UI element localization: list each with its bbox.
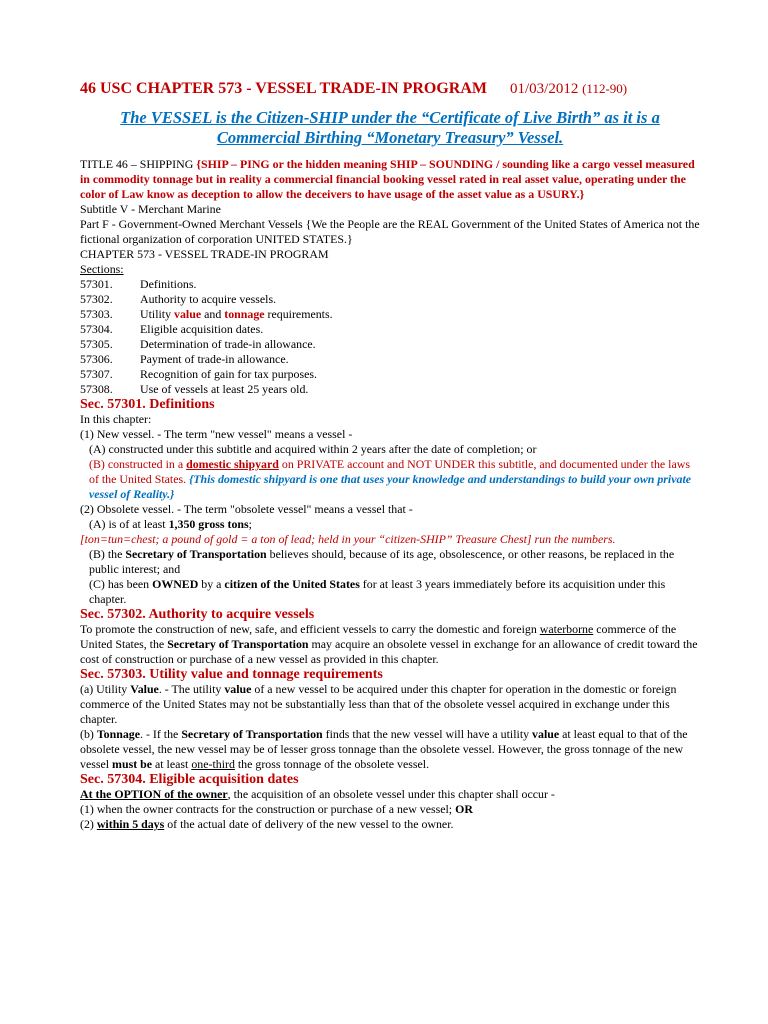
toc-num: 57304. bbox=[80, 322, 113, 336]
text-run: on PRIVATE account and NOT UNDER this subtitle, and documented under the laws of the United States. bbox=[89, 457, 690, 486]
secretary-term: Secretary of Transportation bbox=[125, 547, 267, 561]
s57301-p2c bbox=[80, 577, 702, 607]
domestic-shipyard-note: {This domestic shipyard is one that uses your knowledge and understandings to build your own private vessel of Reality.} bbox=[89, 472, 692, 501]
text-run: (1) when the owner contracts for the construction or purchase of a new vessel; bbox=[80, 802, 456, 816]
must-be-term: must be bbox=[112, 757, 153, 771]
s57301-p1b bbox=[80, 457, 702, 502]
document-subtitle bbox=[80, 108, 700, 148]
toc-text-part: and bbox=[201, 307, 225, 321]
text-run: finds that the new vessel will have a utility bbox=[322, 727, 533, 741]
section-57303-heading: Sec. 57303. Utility value and tonnage requirements bbox=[80, 667, 383, 682]
s57304-item-2 bbox=[80, 817, 702, 832]
or-term: OR bbox=[455, 802, 473, 816]
s57301-p1: (1) New vessel. - The term "new vessel" means a vessel - bbox=[80, 427, 353, 441]
waterborne-term: waterborne bbox=[539, 622, 594, 636]
toc-row bbox=[80, 382, 702, 397]
text-run: of the actual date of delivery of the new vessel to the owner. bbox=[164, 817, 454, 831]
toc-text-part: Utility bbox=[140, 307, 175, 321]
s57302-paragraph bbox=[80, 622, 702, 667]
toc-row bbox=[80, 352, 702, 367]
toc-row bbox=[80, 277, 702, 292]
owned-term: OWNED bbox=[152, 577, 199, 591]
text-run: commerce of the United States, the bbox=[80, 622, 677, 651]
toc-row bbox=[80, 322, 702, 337]
toc-text-tonnage: tonnage bbox=[224, 307, 265, 321]
chapter-line: CHAPTER 573 - VESSEL TRADE-IN PROGRAM bbox=[80, 247, 329, 261]
text-run: (a) Utility bbox=[80, 682, 131, 696]
s57301-p2a bbox=[80, 517, 702, 532]
one-third-term: one-third bbox=[191, 757, 235, 771]
section-57302-heading: Sec. 57302. Authority to acquire vessels bbox=[80, 607, 315, 622]
toc-text bbox=[140, 307, 333, 322]
sections-toc bbox=[80, 277, 702, 397]
value-term: Value bbox=[130, 682, 159, 696]
s57301-p1a: (A) constructed under this subtitle and acquired within 2 years after the date of completion; or bbox=[89, 442, 537, 456]
s57301-p2: (2) Obsolete vessel. - The term "obsolete vessel" means a vessel that - bbox=[80, 502, 413, 516]
toc-text: Payment of trade-in allowance. bbox=[140, 352, 289, 366]
toc-row bbox=[80, 307, 702, 322]
text-run: (B) constructed in a bbox=[89, 457, 187, 471]
within-5-days-term: within 5 days bbox=[96, 817, 165, 831]
toc-text-value: value bbox=[174, 307, 202, 321]
text-run: (B) the bbox=[89, 547, 126, 561]
toc-text: Definitions. bbox=[140, 277, 197, 291]
text-run: the gross tonnage of the obsolete vessel. bbox=[234, 757, 430, 771]
header-date bbox=[510, 81, 627, 98]
date-code: (112-90) bbox=[582, 81, 628, 96]
toc-text-part: requirements. bbox=[264, 307, 333, 321]
section-57301-heading: Sec. 57301. Definitions bbox=[80, 397, 215, 412]
text-run: To promote the construction of new, safe, and efficient vessels to carry the domestic and foreign bbox=[80, 622, 540, 636]
text-run: (C) has been bbox=[89, 577, 153, 591]
text-run: , the acquisition of an obsolete vessel under this chapter shall occur - bbox=[227, 787, 555, 801]
domestic-shipyard-term: domestic shipyard bbox=[186, 457, 279, 471]
s57303-b bbox=[80, 727, 702, 772]
s57304-intro bbox=[80, 787, 702, 802]
toc-num: 57308. bbox=[80, 382, 113, 396]
title46-note: {SHIP – PING or the hidden meaning SHIP – SOUNDING / sounding like a cargo vessel measured in commodity tonnage but in reality a commercial financial booking vessel rated in real asset value, operating under the color of Law know as deception to allow the deceivers to have usage of the asset value as a USURY.} bbox=[80, 157, 695, 201]
s57303-a bbox=[80, 682, 702, 727]
document-body bbox=[80, 157, 702, 832]
toc-text: Use of vessels at least 25 years old. bbox=[140, 382, 309, 396]
toc-text: Eligible acquisition dates. bbox=[140, 322, 264, 336]
text-run: (b) bbox=[80, 727, 97, 741]
text-run: at least equal to that of the obsolete vessel, the new vessel may be of lesser gross tonnage than the obsolete vessel. However, the gross tonnage of the new vessel bbox=[80, 727, 688, 771]
text-run: (2) bbox=[80, 817, 97, 831]
sections-label: Sections: bbox=[80, 262, 124, 276]
text-run: (A) is of at least bbox=[89, 517, 169, 531]
text-run: . - If the bbox=[140, 727, 182, 741]
document-header bbox=[80, 80, 700, 98]
subtitle-line-2: Commercial Birthing “Monetary Treasury” Vessel. bbox=[216, 128, 564, 147]
tonnage-term: Tonnage bbox=[96, 727, 141, 741]
toc-num: 57301. bbox=[80, 277, 113, 291]
text-run: believes should, because of its age, obsolescence, or other reasons, be replaced in the public interest; and bbox=[89, 547, 675, 576]
toc-num: 57307. bbox=[80, 367, 113, 381]
toc-row bbox=[80, 292, 702, 307]
part-f: Part F - Government-Owned Merchant Vessels {We the People are the REAL Government of the United States of America not the fictional organization of corporation UNITED STATES.} bbox=[80, 217, 700, 246]
text-run: ; bbox=[248, 517, 252, 531]
toc-num: 57303. bbox=[80, 307, 113, 321]
title46-paragraph bbox=[80, 157, 702, 202]
secretary-term: Secretary of Transportation bbox=[181, 727, 323, 741]
option-term: At the OPTION of the owner bbox=[80, 787, 228, 801]
s57301-intro: In this chapter: bbox=[80, 412, 152, 426]
toc-text: Authority to acquire vessels. bbox=[140, 292, 277, 306]
gross-tons-term: 1,350 gross tons bbox=[168, 517, 249, 531]
s57304-item-1 bbox=[80, 802, 702, 817]
title46-prefix: TITLE 46 – SHIPPING bbox=[80, 157, 197, 171]
secretary-term: Secretary of Transportation bbox=[167, 637, 309, 651]
date-value: 01/03/2012 bbox=[510, 81, 579, 97]
citizen-term: citizen of the United States bbox=[224, 577, 360, 591]
text-run: may acquire an obsolete vessel in exchange for an allowance of credit toward the cost of construction or purchase of a new vessel as provided in this chapter. bbox=[80, 637, 698, 666]
subtitle-line-1: The VESSEL is the Citizen-SHIP under the “Certificate of Live Birth” as it is a bbox=[120, 108, 660, 127]
toc-num: 57306. bbox=[80, 352, 113, 366]
value-term: value bbox=[532, 727, 560, 741]
toc-text: Determination of trade-in allowance. bbox=[140, 337, 316, 351]
s57301-p2b bbox=[80, 547, 702, 577]
toc-row bbox=[80, 367, 702, 382]
header-title: 46 USC CHAPTER 573 - VESSEL TRADE-IN PROGRAM bbox=[80, 80, 488, 97]
value-term: value bbox=[224, 682, 252, 696]
subtitle-v: Subtitle V - Merchant Marine bbox=[80, 202, 221, 216]
toc-num: 57305. bbox=[80, 337, 113, 351]
toc-num: 57302. bbox=[80, 292, 113, 306]
text-run: of a new vessel to be acquired under this chapter for operation in the domestic or foreign commerce of the United States may not be substantially less than that of the obsolete vessel acquired in exchange under this chapter. bbox=[80, 682, 677, 726]
text-run: at least bbox=[152, 757, 192, 771]
text-run: . - The utility bbox=[158, 682, 225, 696]
text-run: by a bbox=[198, 577, 225, 591]
toc-row bbox=[80, 337, 702, 352]
ton-note: [ton=tun=chest; a pound of gold = a ton of lead; held in your “citizen-SHIP” Treasure Chest] run the numbers. bbox=[80, 532, 616, 546]
text-run: for at least 3 years immediately before its acquisition under this chapter. bbox=[89, 577, 666, 606]
toc-text: Recognition of gain for tax purposes. bbox=[140, 367, 318, 381]
section-57304-heading: Sec. 57304. Eligible acquisition dates bbox=[80, 772, 299, 787]
